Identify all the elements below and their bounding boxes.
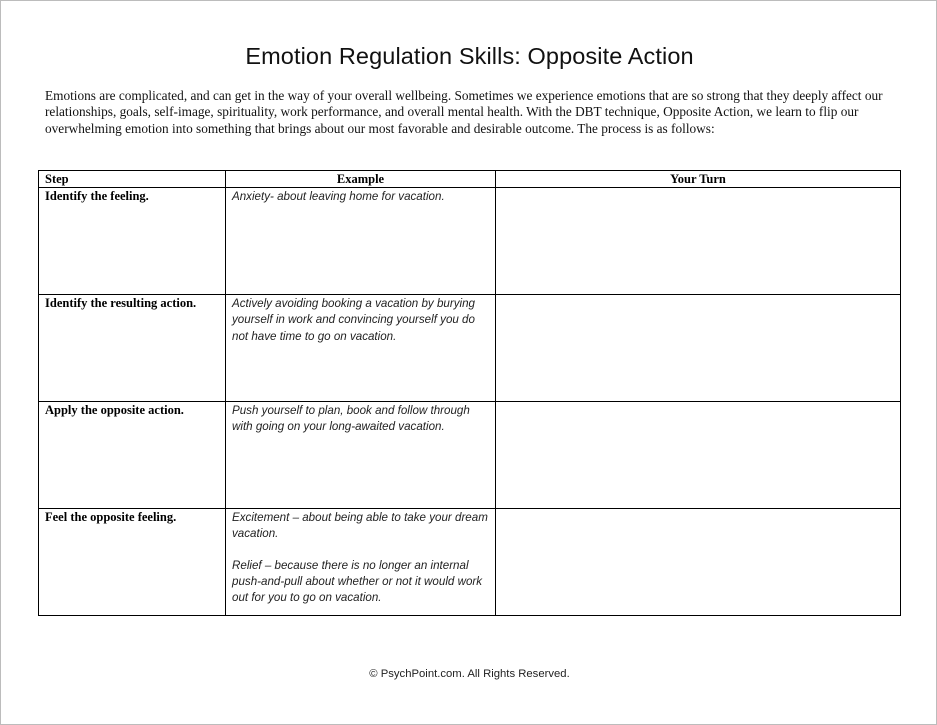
table-row bbox=[39, 402, 901, 509]
copyright-footer: © PsychPoint.com. All Rights Reserved. bbox=[369, 668, 570, 680]
table-row bbox=[39, 188, 901, 295]
your-turn-cell[interactable] bbox=[496, 188, 901, 295]
example-paragraph: Anxiety- about leaving home for vacation. bbox=[232, 190, 445, 203]
your-turn-cell[interactable] bbox=[496, 402, 901, 509]
example-text bbox=[226, 402, 495, 436]
table-header-row bbox=[39, 171, 901, 188]
step-label: Identify the resulting action. bbox=[45, 296, 197, 310]
step-label: Feel the opposite feeling. bbox=[45, 510, 177, 524]
step-label: Apply the opposite action. bbox=[45, 403, 184, 417]
table-row bbox=[39, 295, 901, 402]
header-your-turn: Your Turn bbox=[496, 171, 901, 188]
header-example: Example bbox=[226, 171, 496, 188]
example-text bbox=[226, 188, 495, 205]
table-row bbox=[39, 509, 901, 616]
your-turn-cell[interactable] bbox=[496, 509, 901, 616]
example-cell bbox=[226, 188, 496, 295]
step-cell bbox=[39, 188, 226, 295]
example-cell bbox=[226, 295, 496, 402]
example-cell bbox=[226, 402, 496, 509]
intro-paragraph: Emotions are complicated, and can get in the way of your overall wellbeing. Sometimes we experience emotions that are so strong that they deeply affect our relationships, goals, self-image, spirituality, work performance, and overall mental health. With the DBT technique, Opposite Action, we learn to flip our overwhelming emotion into something that brings about our most favorable and desirable outcome. The process is as follows: bbox=[45, 88, 883, 136]
step-cell bbox=[39, 295, 226, 402]
example-text bbox=[226, 509, 495, 606]
page-title: Emotion Regulation Skills: Opposite Action bbox=[245, 43, 694, 69]
example-paragraph: Push yourself to plan, book and follow through with going on your long-awaited vacation. bbox=[232, 404, 470, 434]
step-label: Identify the feeling. bbox=[45, 189, 149, 203]
example-paragraph: Actively avoiding booking a vacation by burying yourself in work and convincing yourself you do not have time to go on vacation. bbox=[232, 297, 475, 343]
step-cell bbox=[39, 402, 226, 509]
step-cell bbox=[39, 509, 226, 616]
opposite-action-table bbox=[38, 170, 901, 616]
your-turn-cell[interactable] bbox=[496, 295, 901, 402]
example-paragraph: Excitement – about being able to take your dream vacation. bbox=[232, 511, 488, 541]
example-paragraph: Relief – because there is no longer an internal push-and-pull about whether or not it would work out for you to go on vacation. bbox=[232, 558, 483, 605]
example-cell bbox=[226, 509, 496, 616]
example-text bbox=[226, 295, 495, 345]
header-step: Step bbox=[39, 171, 226, 188]
